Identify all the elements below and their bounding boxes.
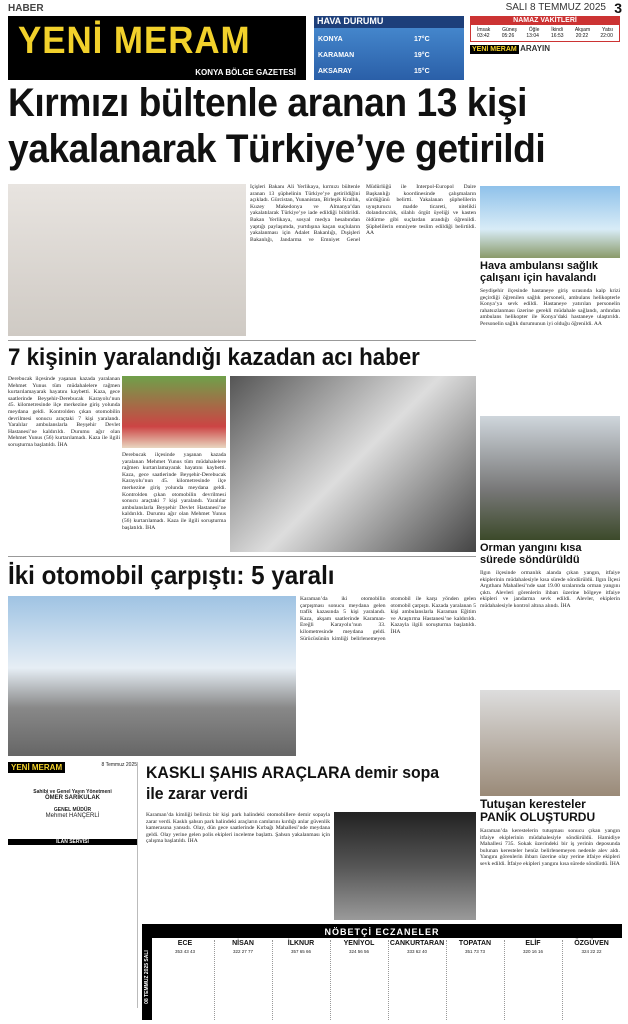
pharmacy-phone: 333 62 40 xyxy=(406,949,428,954)
pharmacy-item xyxy=(562,940,621,1020)
pharmacy-item xyxy=(388,940,447,1020)
masthead xyxy=(8,16,306,80)
s2-headline: 7 kişinin yaralandığı kazadan acı haber xyxy=(8,344,420,371)
prayer-time: 20:22 xyxy=(575,33,589,39)
s4-body: Ilgın ilçesinde ormanlık alanda çıkan yangın, itfaiye ekiplerinin müdahalesiyle kısa sürede söndürüldü. Ilgın İlçesi Argıthanı Mahallesi’nde saat 19.00 sıralarında orman yangını çıktı. Alevleri görenlerin ihbarı üzerine bölgeye itfaiye ekipleri ve jandarma sevk edildi. Alevler, ekiplerin müdahalesiyle kontrol altına alındı. İHA xyxy=(480,570,620,609)
pharmacy-name: YENİYOL xyxy=(343,940,375,947)
prayer-label: İmsak xyxy=(476,27,491,33)
pharmacy-name: ÖZGÜVEN xyxy=(574,940,609,947)
suspects-photo xyxy=(8,184,246,336)
s2-body: Derebucak ilçesinde yaşanan kazada yaralanan Mehmet Yunus tüm müdahalelere rağmen kurtarılamayarak hayatını kaybetti. Kaza, gece saatlerinde Beyşehir-Derebucak Karayolu’nun 45. kilometresinde ilçe merkezine giriş yolunda meydana geldi. Kontrolden çıkan otomobilin devrilmesi sonucu araçtaki 7 kişi yaralandı. Yaralılar ambulanslarla Beyşehir Devlet Hastanesi’ne kaldırıldı. Durumu ağır olan Mehmet Yunus (56) kurtarılamadı. Kaza ile ilgili soruşturma başlatıldı. İHA xyxy=(8,376,120,448)
prayer-label: Yatsı xyxy=(602,27,614,33)
ad-text: ARAYIN xyxy=(520,44,551,53)
pharmacy-name: TOPATAN xyxy=(458,940,492,947)
s5-body: Karaman’da iki otomobilin çarpışması sonucu meydana gelen trafik kazasında 5 kişi yaralandı. Kaza, akşam saatlerinde Karaman-Ereğli Karayolu’nun 33. kilometresinde meydana geldi. Sürücüsünün kimliği belirlenemeyen otomobil ile karşı yönden gelen otomobil çarpıştı. Kazada yaralanan 5 kişi ambulanslarla Karaman Eğitim ve Araştırma Hastanesi’ne kaldırıldı. Kazayla ilgili soruşturma başlatıldı. İHA xyxy=(300,596,476,642)
prayer-time: 05:26 xyxy=(501,33,515,39)
pharmacy-item xyxy=(330,940,389,1020)
s6-body: Karaman’da kimliği belirsiz bir kişi park halindeki otomobillere demir sopayla zarar verdi. Kasklı şahsın park halindeki araçların camlarını kırdığı anlar güvenlik kamerasına yansıdı. Olay, dün gece saatlerinde Kırbağı Mahallesi’nde meydana geldi. Olay yerine gelen polis ekipleri inceleme başlattı. Şahsın yakalanması için çalışma başlatıldı. İHA xyxy=(146,812,330,845)
prayer-time: 03:42 xyxy=(477,33,490,39)
fire-photo xyxy=(480,416,620,540)
s2-body-cont: Derebucak ilçesinde yaşanan kazada yaralanan Mehmet Yunus tüm müdahalelere rağmen kurtarılamayarak hayatını kaybetti. Kaza, gece saatlerinde Beyşehir-Derebucak Karayolu’nun 45. kilometresinde ilçe merkezine giriş yolunda meydana geldi. Kontrolden çıkan otomobilin devrilmesi sonucu araçtaki 7 kişi yaralandı. Yaralılar ambulanslarla Beyşehir Devlet Hastanesi’ne kaldırıldı. Durumu ağır olan Mehmet Yunus (56) kurtarılamadı. Kaza ile ilgili soruşturma başlatıldı. İHA xyxy=(122,452,226,531)
pharmacy-item xyxy=(504,940,563,1020)
s7-body: Karaman’da kerestelerin tutuşması sonucu çıkan yangın itfaiye ekiplerinin müdahalesiyle söndürüldü. Hamidiye Mahallesi 735. Sokak üzerindeki bir iş yerinin deposunda bulunan keresteler henüz belirlenemeyen nedenle alev aldı. Yangını görenlerin ihbarı üzerine olay yerine itfaiye ekipleri sevk edildi. İtfaiye ekipleri yangını kısa sürede söndürdü. İHA xyxy=(480,828,620,867)
s6-headline: KASKLI ŞAHIS ARAÇLARA demir sopa ile zarar verdi xyxy=(146,763,440,803)
traffic-photo xyxy=(8,596,296,756)
prayer-time: 22:00 xyxy=(600,33,613,39)
pharmacy-item xyxy=(214,940,273,1020)
weather-city: AKSARAY xyxy=(318,68,352,75)
gm-name: Mehmet HANÇERLİ xyxy=(45,813,100,819)
main-headline: Kırmızı bültenle aranan 13 kişi yakalanarak Türkiye’ye getirildi xyxy=(8,81,546,171)
s3-body: Seydişehir ilçesinde hastaneye giriş sırasında kalp krizi geçirdiği öğrenilen sağlık personeli, ambulans helikopterle Konya’ya sevk edildi. Hastaneye yatırılan personelin rahatsızlanması üzerine gerekli müdahale sağlandı, ardından ambulans helikopter ile Konya’daki hastaneye ulaştırıldı. Personelin sağlık durumunun iyi olduğu öğrenildi. AA xyxy=(480,288,620,327)
ads-title: İLAN SERVİSİ xyxy=(8,839,137,845)
gm-title: GENEL MÜDÜR xyxy=(53,807,92,813)
weather-title: HAVA DURUMU xyxy=(314,16,464,28)
prayer-times xyxy=(470,16,620,42)
pharmacy-title: NÖBETÇİ ECZANELER xyxy=(142,926,622,938)
victim-photo xyxy=(122,376,226,448)
section-label: HABER xyxy=(8,3,44,14)
weather-temp: 15°C xyxy=(414,68,430,75)
owner-name: ÖMER SARIKULAK xyxy=(45,795,100,801)
main-body: İçişleri Bakanı Ali Yerlikaya, kırmızı bültenle aranan 13 şüphelinin Türkiye’ye getirildiğini açıkladı. Gürcistan, Yunanistan, Birleşik Krallık, Kuzey Makedonya ve Almanya’dan yakalatılarak Türkiye’ye iade edildiği bildirildi. Bakan Yerlikaya, sosyal medya hesabından yaptığı paylaşımda, yurtdışına kaçan suçluların yakalanması için Adalet Bakanlığı, Dışişleri Bakanlığı, Jandarma ve Emniyet Genel Müdürlüğü ile Interpol-Europol Daire Başkanlığı koordinesinde çalışmaların sürdüğünü belirtti. Yakalanan şüphelilerin uyuşturucu madde ticareti, nitelikli dolandırıcılık, silahlı örgüt üyeliği ve kasten öldürme gibi suçlardan arandığı öğrenildi. Şüphelilerin emniyete teslim edildiği belirtildi. AA xyxy=(250,184,476,243)
masthead-logo: YENİ MERAM xyxy=(18,20,251,62)
pharmacy-name: ECE xyxy=(177,940,193,947)
top-ad xyxy=(470,44,620,80)
pharmacy-phone: 322 27 77 xyxy=(232,949,254,954)
masthead-subtitle: KONYA BÖLGE GAZETESİ xyxy=(195,68,296,77)
pharmacy-item xyxy=(272,940,331,1020)
helicopter-photo xyxy=(480,186,620,258)
pharmacy-box xyxy=(142,924,622,1020)
pharmacy-date: 08 TEMMUZ 2025 SALI xyxy=(144,950,150,1004)
pharmacy-item xyxy=(446,940,505,1020)
s4-headline: Orman yangını kısa sürede söndürüldü xyxy=(480,542,582,566)
car-photo xyxy=(334,812,476,920)
pharmacy-date-band xyxy=(142,936,152,1020)
weather-temp: 17°C xyxy=(414,36,430,43)
pharmacy-name: ELİF xyxy=(525,940,541,947)
pharmacy-phone: 324 56 56 xyxy=(348,949,370,954)
pharmacy-phone: 320 16 16 xyxy=(522,949,544,954)
owner-title: Sahibi ve Genel Yayın Yönetmeni xyxy=(33,789,112,795)
s5-headline: İki otomobil çarpıştı: 5 yaralı xyxy=(8,560,335,590)
prayer-title: NAMAZ VAKİTLERİ xyxy=(471,17,619,25)
pharmacy-phone: 357 65 66 xyxy=(290,949,312,954)
prayer-label: Akşam xyxy=(574,27,591,33)
page-date: SALI 8 TEMMUZ 2025 xyxy=(505,2,606,13)
s7-headline: Tutuşan keresteler PANİK OLUŞTURDU xyxy=(480,797,596,824)
imprint-date: 8 Temmuz 2025 xyxy=(101,762,137,768)
prayer-label: İkindi xyxy=(551,27,563,33)
s3-headline: Hava ambulansı sağlık çalışanı için havalandı xyxy=(480,260,598,284)
ad-logo: YENİ MERAM xyxy=(472,46,517,53)
pharmacy-item xyxy=(156,940,215,1020)
page-number: 3 xyxy=(614,0,622,16)
prayer-label: Güneş xyxy=(502,27,517,33)
weather-city: KONYA xyxy=(318,36,343,43)
imprint-logo: YENİ MERAM xyxy=(8,762,65,773)
prayer-time: 13:04 xyxy=(526,33,539,39)
imprint xyxy=(8,762,138,1008)
pharmacy-phone: 351 73 73 xyxy=(464,949,486,954)
pharmacy-name: NİSAN xyxy=(232,940,254,947)
pharmacy-phone: 324 22 22 xyxy=(581,949,602,954)
prayer-time: 16:53 xyxy=(551,33,564,39)
pharmacy-phone: 353 43 43 xyxy=(174,949,196,954)
prayer-label: Öğle xyxy=(528,27,540,33)
weather-temp: 19°C xyxy=(414,52,430,59)
pharmacy-name: İLKNUR xyxy=(287,940,315,947)
pharmacy-name: CANKURTARAN xyxy=(389,940,445,947)
lumber-photo xyxy=(480,690,620,796)
weather-box xyxy=(314,16,464,80)
crash-photo xyxy=(230,376,476,552)
weather-city: KARAMAN xyxy=(318,52,355,59)
